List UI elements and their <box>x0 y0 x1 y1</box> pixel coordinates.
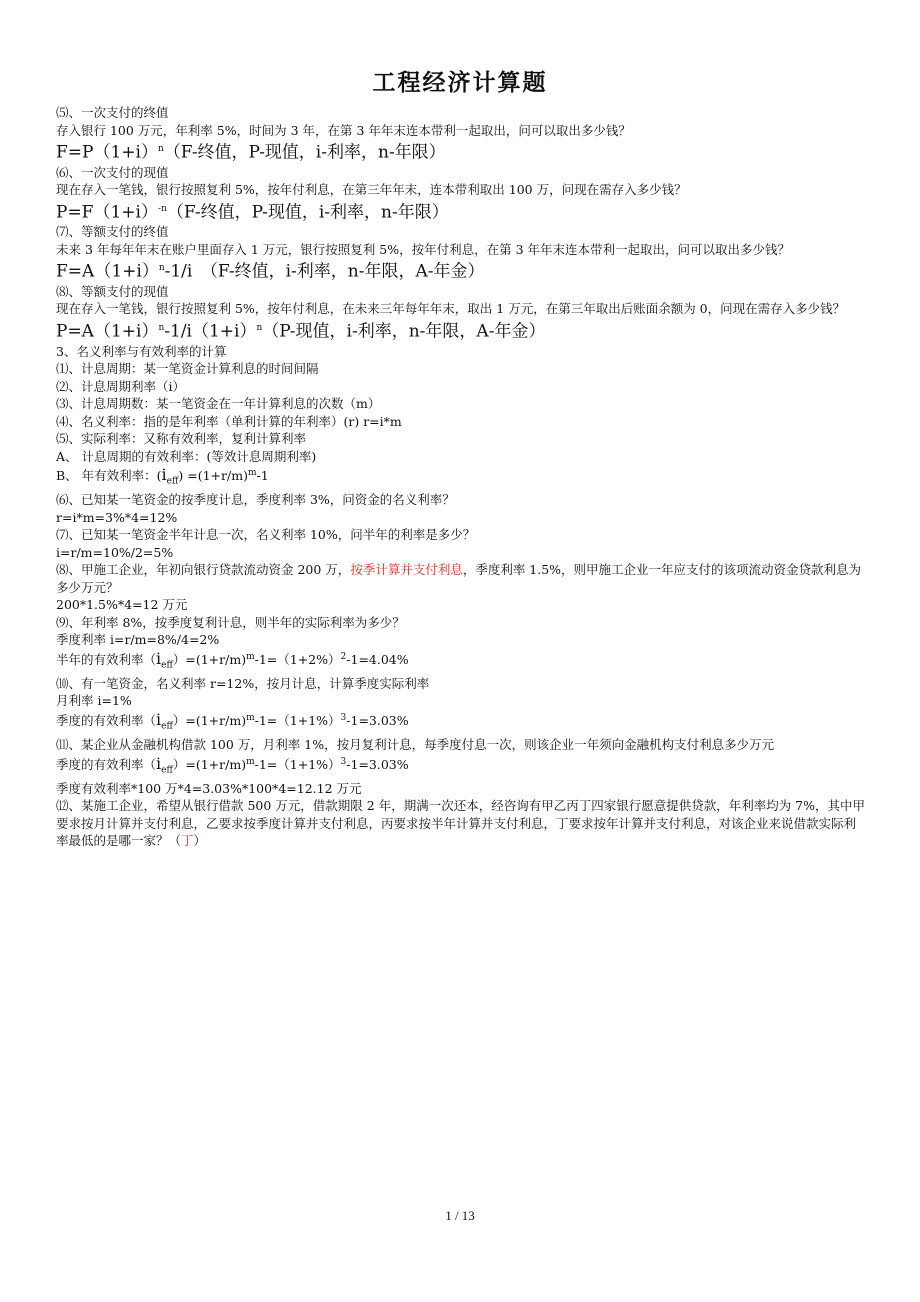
text-part: i <box>156 648 162 668</box>
page-title: 工程经济计算题 <box>372 70 548 96</box>
formula-part: F=A（1+i） <box>56 261 159 282</box>
text-part: 季度的有效利率（ <box>56 713 157 729</box>
list-item <box>56 465 866 491</box>
formula-part: P=A（1+i） <box>56 321 159 342</box>
question <box>56 797 866 850</box>
text-part: -1=4.04% <box>346 651 409 667</box>
question: ⑺、已知某一笔资金半年计息一次，名义利率 10%，问半年的利率是多少？ <box>56 527 476 543</box>
text-part: -1=3.03% <box>346 713 409 729</box>
question: ⑹、已知某一笔资金的按季度计息，季度利率 3%，问资金的名义利率？ <box>56 492 455 508</box>
formula-part: （F-终值，P-现值，i-利率，n-年限） <box>166 202 449 223</box>
paragraph: 存入银行 100 万元，年利率 5%，时间为 3 年，在第 3 年年末连本带利一起取出，问可以取出多少钱？ <box>56 122 631 138</box>
formula-part: F=P（1+i） <box>56 142 158 163</box>
list-item: A、 计息周期的有效利率：(等效计息周期利率) <box>56 448 317 464</box>
text-part: B、 年有效利率：( <box>56 468 162 484</box>
section-heading: ⑻、等额支付的现值 <box>56 283 169 299</box>
answer: 月利率 i=1% <box>56 693 132 709</box>
formula <box>56 139 866 164</box>
formula-superscript: n <box>157 144 164 154</box>
text-part: ）=(1+r/m) <box>172 756 247 772</box>
formula-superscript: n <box>158 263 165 274</box>
text-superscript: 2 <box>340 651 347 662</box>
highlighted-text: 按季计算并支付利息 <box>350 562 463 578</box>
answer: 季度利率 i=r/m=8%/4=2% <box>56 632 220 648</box>
formula-superscript: -n <box>157 203 167 214</box>
section-heading: ⑺、等额支付的终值 <box>56 224 169 240</box>
text-part: ） <box>193 833 207 849</box>
answer: i=r/m=10%/2=5% <box>56 544 174 560</box>
text-superscript: 3 <box>340 712 347 723</box>
formula-part: -1/i（1+i） <box>164 321 257 342</box>
answer: r=i*m=3%*4=12% <box>56 509 178 525</box>
text-part: ) =(1+r/m) <box>178 468 248 484</box>
list-item: ⑵、计息周期利率（i） <box>56 378 185 394</box>
formula-part: -1/i （F-终值，i-利率，n-年限，A-年金） <box>164 261 485 282</box>
formula <box>56 199 866 224</box>
text-superscript: m <box>246 712 255 723</box>
text-part: -1=（1+2%） <box>254 651 341 667</box>
answer: 200*1.5%*4=12 万元 <box>56 597 188 613</box>
question: ⑽、有一笔资金，名义利率 r=12%，按月计息，计算季度实际利率 <box>56 675 430 691</box>
text-part: 季度的有效利率（ <box>56 756 157 772</box>
formula-superscript: n <box>158 322 165 333</box>
list-item: ⑷、名义利率：指的是年利率（单利计算的年利率）(r) r=i*m <box>56 413 402 429</box>
text-part: 半年的有效利率（ <box>56 651 157 667</box>
formula-part: （P-现值，i-利率，n-年限，A-年金） <box>262 321 546 342</box>
text-part: i <box>161 465 167 485</box>
text-part: -1=3.03% <box>346 756 409 772</box>
question <box>56 561 866 596</box>
answer <box>56 710 866 736</box>
text-subscript: eff <box>161 660 173 671</box>
section-heading: ⑹、一次支付的现值 <box>56 164 169 180</box>
question: ⑼、年利率 8%，按季度复利计息，则半年的实际利率为多少？ <box>56 614 405 630</box>
answer <box>56 649 866 675</box>
text-part: -1=（1+1%） <box>254 756 341 772</box>
text-subscript: eff <box>161 765 173 776</box>
formula-part: P=F（1+i） <box>56 202 158 223</box>
list-item: ⑸、实际利率：又称有效利率，复利计算利率 <box>56 431 307 447</box>
text-part: ，季度利率 1.5%，则甲施工企业一年应支付的该项流动资金贷款利息为多少万元？ <box>56 562 862 595</box>
text-part: ）=(1+r/m) <box>172 651 247 667</box>
paragraph: 未来 3 年每年年末在账户里面存入 1 万元，银行按照复利 5%，按年付利息，在第 3 年年末连本带利一起取出，问可以取出多少钱？ <box>56 241 791 257</box>
text-superscript: m <box>246 756 255 767</box>
text-part: i <box>156 753 162 773</box>
text-superscript: 3 <box>340 756 347 767</box>
section-heading: ⑸、一次支付的终值 <box>56 105 169 120</box>
list-item: ⑶、计息周期数：某一笔资金在一年计算利息的次数（m） <box>56 396 381 412</box>
answer: 季度有效利率*100 万*4=3.03%*100*4=12.12 万元 <box>56 780 362 796</box>
text-part: ⑻、甲施工企业，年初向银行贷款流动资金 200 万， <box>56 562 351 578</box>
text-superscript: m <box>247 468 257 479</box>
text-subscript: eff <box>166 476 179 487</box>
text-part: ⑿、某施工企业，希望从银行借款 500 万元，借款期限 2 年，期满一次还本，经咨询有甲乙丙丁四家银行愿意提供贷款，年利率均为 7%，其中甲要求按月计算并支付利息，乙要求按季度计算并支付利息，丙要求按半年计算并支付利息，丁要求按年计算并支付利息，对该企业来说借款实际利率最低的是哪一家？（ <box>56 798 866 849</box>
paragraph: 现在存入一笔钱，银行按照复利 5%，按年付利息，在第三年年末，连本带利取出 100 万，问现在需存入多少钱？ <box>56 182 687 198</box>
section-heading: 3、名义利率与有效利率的计算 <box>56 343 227 359</box>
text-part: i <box>156 710 162 730</box>
question: ⑾、某企业从金融机构借款 100 万，月利率 1%，按月复利计息，每季度付息一次，则该企业一年须向金融机构支付利息多少万元 <box>56 737 775 753</box>
formula <box>56 258 866 283</box>
paragraph: 现在存入一笔钱，银行按照复利 5%，按年付利息，在未来三年每年年末，取出 1 万元，在第三年取出后账面余额为 0，问现在需存入多少钱？ <box>56 301 846 317</box>
highlighted-answer: 丁 <box>181 833 194 849</box>
list-item: ⑴、计息周期：某一笔资金计算利息的时间间隔 <box>56 361 319 377</box>
text-part: -1=（1+1%） <box>254 713 341 729</box>
text-part: -1 <box>256 468 269 484</box>
page-content <box>56 104 866 850</box>
formula <box>56 318 866 343</box>
formula-superscript: n <box>256 322 263 333</box>
formula-part: （F-终值，P-现值，i-利率，n-年限） <box>163 142 446 163</box>
page-number: 1 / 13 <box>445 1208 475 1223</box>
text-superscript: m <box>246 651 255 662</box>
text-part: ）=(1+r/m) <box>172 713 247 729</box>
text-subscript: eff <box>161 721 173 732</box>
answer <box>56 754 866 780</box>
